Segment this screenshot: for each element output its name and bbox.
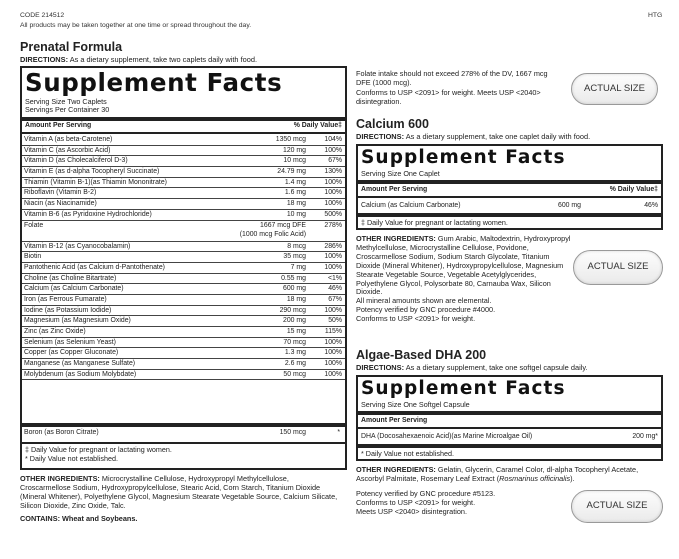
nutrient-amount: 24.79 mg <box>277 168 306 176</box>
nutrient-daily-value: 46% <box>328 285 342 293</box>
nutrient-amount: 2.6 mg <box>284 360 306 368</box>
nutrient-amount: 10 mg <box>286 210 306 218</box>
nutrient-amount: 35 mcg <box>283 253 306 261</box>
nutrient-row <box>22 188 345 199</box>
calcium-usp-note: Conforms to USP <2091> for weight. <box>356 314 476 323</box>
nutrient-daily-value: 100% <box>324 263 342 271</box>
nutrient-amount: 1.4 mg <box>284 178 306 186</box>
dha-title: Algae-Based DHA 200 <box>356 348 487 362</box>
actual-size-badge-calcium: ACTUAL SIZE <box>573 250 663 285</box>
header-note: All products may be taken together at one time or spread throughout the day. <box>20 22 252 29</box>
nutrient-row <box>22 274 345 285</box>
divider <box>22 132 345 134</box>
divider <box>358 213 661 217</box>
nutrient-amount: 15 mg <box>286 328 306 335</box>
nutrient-name: Thiamin (Vitamin B-1)(as Thiamin Mononitrate) <box>24 178 167 186</box>
nutrient-daily-value: 286% <box>324 242 342 250</box>
nutrient-name: Selenium (as Selenium Yeast) <box>24 338 116 346</box>
calcium-potency: Potency verified by GNC procedure #4000. <box>356 305 496 314</box>
nutrient-name: Manganese (as Manganese Sulfate) <box>24 360 136 368</box>
dha-directions-label: DIRECTIONS: <box>356 363 405 372</box>
nutrient-name: Calcium (as Calcium Carbonate) <box>24 285 124 293</box>
nutrient-daily-value: 278% <box>324 221 342 229</box>
other-ingredients-label: OTHER INGREDIENTS: <box>356 465 436 474</box>
nutrient-daily-value: 100% <box>324 349 342 357</box>
nutrient-daily-value: 67% <box>328 295 342 303</box>
prenatal-usp-note: Conforms to USP <2091> for weight. Meets USP <2040> disintegration. <box>356 88 541 106</box>
nutrient-row <box>22 242 345 253</box>
nutrient-daily-value: 100% <box>324 370 342 378</box>
calcium-row-dv: 46% <box>644 202 658 209</box>
calcium-footnote: ‡ Daily Value for pregnant or lactating women. <box>361 218 508 227</box>
nutrient-name: Iodine (as Potassium Iodide) <box>24 306 112 314</box>
nutrient-amount: 600 mg <box>283 285 306 293</box>
nutrient-row <box>22 348 345 359</box>
other-ingredients-label: OTHER INGREDIENTS: <box>20 474 100 483</box>
calcium-directions-label: DIRECTIONS: <box>356 132 405 141</box>
nutrient-row <box>22 178 345 189</box>
other-ingredients-text: Gelatin, Glycerin, Caramel Color, dl-alpha Tocopheryl Acetate, Ascorbyl Palmitate, Rosemary Leaf Extract ( <box>356 465 639 483</box>
nutrient-row <box>22 316 345 327</box>
daily-value-label: % Daily Value‡ <box>293 122 342 129</box>
divider <box>358 180 661 184</box>
nutrient-name: Riboflavin (Vitamin B-2) <box>24 189 97 197</box>
nutrient-daily-value: 50% <box>328 317 342 325</box>
boron-row <box>22 429 345 440</box>
dha-directions-text: As a dietary supplement, take one softgel capsule daily. <box>404 363 588 372</box>
nutrient-amount: 18 mg <box>286 295 306 303</box>
nutrient-amount: 1350 mcg <box>275 136 306 143</box>
nutrient-amount: 10 mcg <box>283 157 306 165</box>
prenatal-serving-size: Serving Size Two Caplets <box>25 97 107 106</box>
nutrient-name: Pantothenic Acid (as Calcium d-Pantothenate) <box>24 263 165 271</box>
nutrient-name: Vitamin A (as beta-Carotene) <box>24 136 113 143</box>
prenatal-facts-panel <box>20 66 347 470</box>
nutrient-amount-detail: (1000 mcg Folic Acid) <box>239 230 306 238</box>
product-code: CODE 214512 <box>20 12 65 19</box>
minerals-note: All mineral amounts shown are elemental. <box>356 296 492 305</box>
nutrient-name: Iron (as Ferrous Fumarate) <box>24 295 107 303</box>
boron-amount: 150 mcg <box>279 429 306 436</box>
calcium-row-amount: 600 mg <box>558 202 581 209</box>
nutrient-name: Vitamin B-12 (as Cyanocobalamin) <box>24 242 131 250</box>
nutrient-name: Vitamin B-6 (as Pyridoxine Hydrochloride) <box>24 210 152 218</box>
nutrient-amount: 70 mcg <box>283 338 306 346</box>
calcium-other-ingredients <box>356 235 574 297</box>
nutrient-daily-value: 104% <box>324 136 342 143</box>
nutrient-amount: 0.55 mg <box>281 274 306 282</box>
dha-directions <box>356 363 588 372</box>
nutrient-amount: 7 mg <box>290 263 306 271</box>
actual-size-badge-prenatal: ACTUAL SIZE <box>571 73 658 105</box>
nutrient-row <box>22 306 345 317</box>
nutrient-amount: 120 mg <box>283 146 306 154</box>
nutrient-row <box>22 359 345 370</box>
calcium-facts-title: Supplement Facts <box>361 147 566 168</box>
nutrient-name: Folate <box>24 221 44 229</box>
dha-facts-panel <box>356 375 663 461</box>
nutrient-row <box>22 263 345 274</box>
dha-amount-label: Amount Per Serving <box>361 417 428 424</box>
nutrient-row <box>22 221 345 242</box>
prenatal-nutrient-table <box>22 135 345 380</box>
prenatal-contains: CONTAINS: Wheat and Soybeans. <box>20 514 138 523</box>
folate-note: Folate intake should not exceed 278% of the DV, 1667 mcg DFE (1000 mcg). <box>356 69 548 87</box>
nutrient-row <box>22 295 345 306</box>
nutrient-row <box>22 210 345 221</box>
nutrient-name: Vitamin E (as d-alpha Tocopheryl Succinate) <box>24 168 160 176</box>
nutrient-daily-value: 115% <box>324 328 342 335</box>
nutrient-name: Molybdenum (as Sodium Molybdate) <box>24 370 137 378</box>
nutrient-daily-value: 100% <box>324 360 342 368</box>
calcium-directions-text: As a dietary supplement, take one caplet daily with food. <box>404 132 591 141</box>
calcium-row-name: Calcium (as Calcium Carbonate) <box>361 202 461 209</box>
nutrient-name: Niacin (as Niacinamide) <box>24 200 97 208</box>
nutrient-row <box>22 199 345 210</box>
other-ingredients-label: OTHER INGREDIENTS: <box>356 234 436 243</box>
nutrient-amount: 18 mg <box>286 200 306 208</box>
nutrient-daily-value: 100% <box>324 189 342 197</box>
nutrient-amount: 8 mcg <box>287 242 306 250</box>
nutrient-daily-value: <1% <box>328 274 342 282</box>
nutrient-name: Vitamin C (as Ascorbic Acid) <box>24 146 111 154</box>
right-code: HTG <box>648 12 663 19</box>
nutrient-row <box>22 252 345 263</box>
prenatal-table-header <box>22 121 345 132</box>
dha-footnote: * Daily Value not established. <box>361 449 454 458</box>
nutrient-row <box>22 327 345 338</box>
nutrient-amount: 290 mcg <box>279 306 306 314</box>
actual-size-badge-dha: ACTUAL SIZE <box>571 490 663 523</box>
nutrient-daily-value: 500% <box>324 210 342 218</box>
nutrient-daily-value: 100% <box>324 178 342 186</box>
prenatal-servings-per-container: Servings Per Container 30 <box>25 105 110 114</box>
nutrient-daily-value: 100% <box>324 306 342 314</box>
prenatal-title: Prenatal Formula <box>20 40 123 54</box>
nutrient-name: Vitamin D (as Cholecalciferol D-3) <box>24 157 128 165</box>
boron-dv: * <box>337 429 340 436</box>
dha-usp-disintegration: Meets USP <2040> disintegration. <box>356 507 468 516</box>
dha-usp-weight: Conforms to USP <2091> for weight. <box>356 498 476 507</box>
nutrient-daily-value: 130% <box>324 168 342 176</box>
divider <box>358 444 661 448</box>
nutrient-name: Biotin <box>24 253 42 261</box>
calcium-amount-label: Amount Per Serving <box>361 186 428 193</box>
prenatal-directions-text: As a dietary supplement, take two caplets daily with food. <box>68 55 258 64</box>
nutrient-amount: 50 mcg <box>283 370 306 378</box>
calcium-facts-panel <box>356 144 663 230</box>
nutrient-row <box>22 135 345 146</box>
nutrient-row <box>22 167 345 178</box>
dha-other-ingredients <box>356 466 666 484</box>
nutrient-daily-value: 100% <box>324 200 342 208</box>
nutrient-amount: 1.3 mg <box>284 349 306 357</box>
nutrient-row <box>22 284 345 295</box>
prenatal-other-ingredients <box>20 475 340 511</box>
dha-row-amount: 200 mg* <box>632 433 658 440</box>
prenatal-footnote-2: * Daily Value not established. <box>25 454 118 463</box>
other-ingredients-end: ). <box>570 473 575 483</box>
divider <box>358 196 661 198</box>
prenatal-facts-title: Supplement Facts <box>25 68 283 97</box>
divider <box>22 442 345 444</box>
nutrient-daily-value: 100% <box>324 338 342 346</box>
calcium-title: Calcium 600 <box>356 117 429 131</box>
calcium-serving-size: Serving Size One Caplet <box>361 169 440 178</box>
nutrient-row <box>22 338 345 349</box>
calcium-dv-label: % Daily Value‡ <box>609 186 658 193</box>
amount-per-serving-label: Amount Per Serving <box>25 122 92 129</box>
nutrient-amount: 1667 mcg DFE <box>260 221 306 229</box>
other-ingredients-text: Microcrystalline Cellulose, Hydroxypropyl Methylcellulose, Croscarmellose Sodium, Hydroxypropylcellulose, Stearic Acid, Corn Starch, Titanium Dioxide (Mineral Whitener), Polyethylene Glycol, Magnesium Stearate Vegetable Source, Calcium Silicate, Silicon Dioxide, Zinc Oxide, Talc. <box>20 474 338 510</box>
prenatal-footnote-1: ‡ Daily Value for pregnant or lactating women. <box>25 445 172 454</box>
nutrient-name: Choline (as Choline Bitartrate) <box>24 274 117 282</box>
nutrient-daily-value: 67% <box>328 157 342 165</box>
nutrient-amount: 200 mg <box>283 317 306 325</box>
nutrient-amount: 1.6 mg <box>284 189 306 197</box>
nutrient-daily-value: 100% <box>324 253 342 261</box>
nutrient-row <box>22 146 345 157</box>
nutrient-daily-value: 100% <box>324 146 342 154</box>
dha-row-name: DHA (Docosahexaenoic Acid)(as Marine Microalgae Oil) <box>361 433 533 440</box>
nutrient-name: Magnesium (as Magnesium Oxide) <box>24 317 131 325</box>
divider <box>22 423 345 427</box>
rosemary-latin-name: Rosmarinus officinalis <box>499 473 571 483</box>
divider <box>358 427 661 429</box>
dha-serving-size: Serving Size One Softgel Capsule <box>361 400 470 409</box>
nutrient-name: Copper (as Copper Gluconate) <box>24 349 119 357</box>
calcium-directions <box>356 132 590 141</box>
prenatal-directions-label: DIRECTIONS: <box>20 55 69 64</box>
other-ingredients-text: Gum Arabic, Maltodextrin, Hydroxypropyl Methylcellulose, Microcrystalline Cellulose, Povidone, Croscarmellose Sodium, Sodium Starch Glycolate, Titanium Dioxide (Mineral Whitener), Hydroxypropylcellulose, Magnesium Stearate Vegetable Source, Vegetable Acetylglycerides, Polyethylene Glycol, Polysorbate 80, Carnauba Wax, Silicon Dioxide. <box>356 234 571 297</box>
boron-name: Boron (as Boron Citrate) <box>24 429 99 436</box>
prenatal-directions <box>20 55 257 64</box>
divider <box>358 411 661 415</box>
nutrient-row <box>22 370 345 381</box>
dha-facts-title: Supplement Facts <box>361 378 566 399</box>
dha-potency: Potency verified by GNC procedure #5123. <box>356 489 496 498</box>
nutrient-name: Zinc (as Zinc Oxide) <box>24 328 86 335</box>
nutrient-row <box>22 156 345 167</box>
